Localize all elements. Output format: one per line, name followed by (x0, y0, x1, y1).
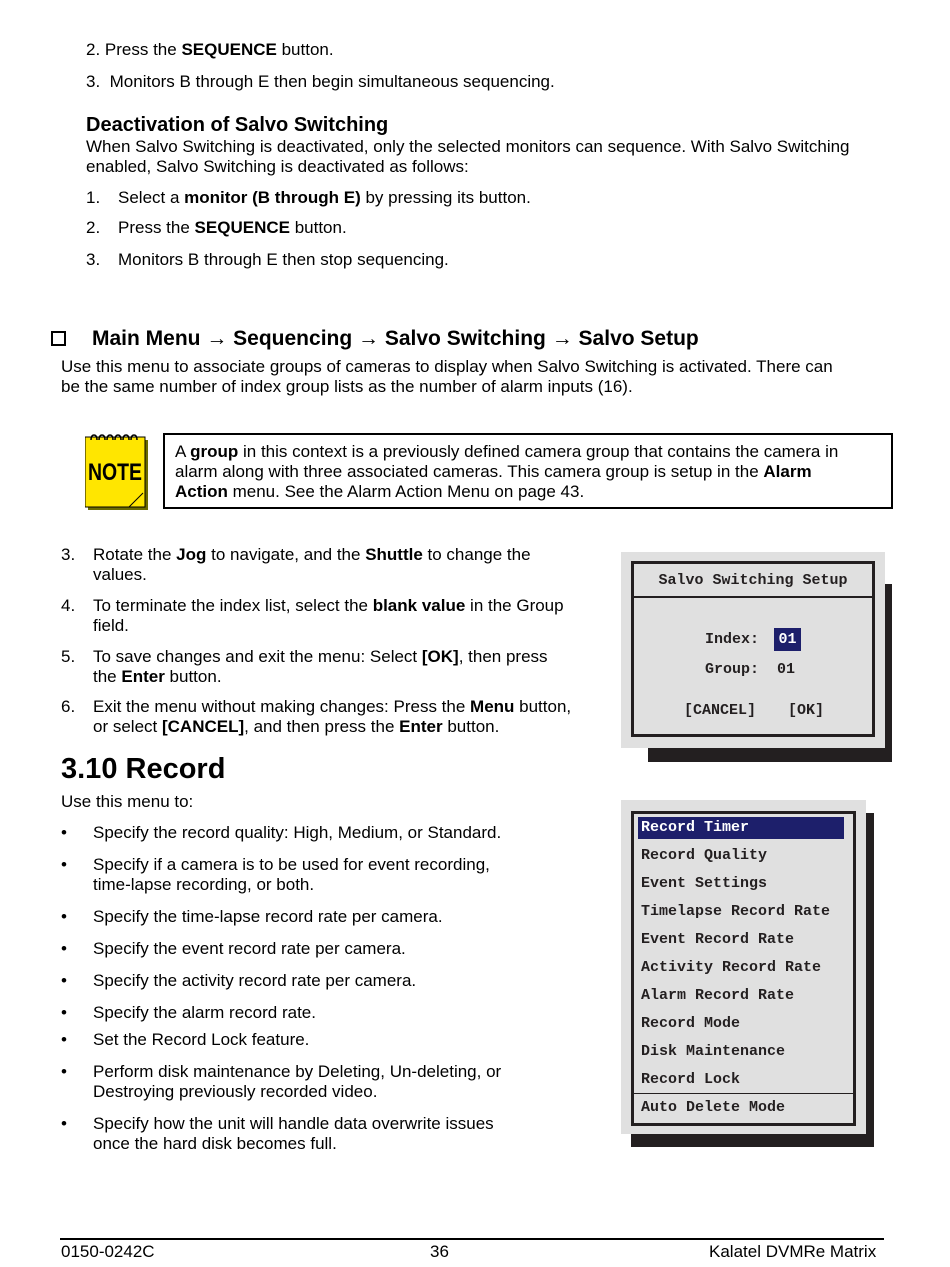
step-number: 5. (61, 647, 76, 666)
title-divider (634, 596, 872, 598)
bold-text: [OK] (421, 647, 459, 666)
index-label: Index: (705, 631, 760, 648)
text-run: values. (93, 565, 147, 584)
text-run: To save changes and exit the menu: Select (93, 647, 422, 666)
bullet-text: Destroying previously recorded video. (93, 1082, 378, 1101)
bold-text: Shuttle (365, 545, 423, 564)
menu-description: Use this menu to associate groups of cameras to display when Salvo Switching is activated. There can (61, 357, 833, 376)
step-text (93, 647, 548, 667)
svg-text:NOTE: NOTE (88, 459, 142, 486)
bullet-icon: • (61, 907, 67, 926)
text-run: field. (93, 616, 129, 635)
text-run: the (93, 667, 122, 686)
footer-product: Kalatel DVMRe Matrix (709, 1242, 877, 1261)
deactivation-heading: Deactivation of Salvo Switching (86, 114, 389, 136)
checkbox-bullet-icon (51, 331, 66, 346)
bold-text: group (190, 442, 239, 461)
deactivation-intro: enabled, Salvo Switching is deactivated as follows: (86, 157, 469, 176)
bold-text: SEQUENCE (181, 40, 277, 59)
text-run: Monitors B through E then begin simultaneous sequencing. (109, 72, 555, 91)
step-text (118, 218, 347, 238)
text-run: button, (514, 697, 572, 716)
footer-page-number: 36 (430, 1242, 449, 1261)
step-text (93, 717, 499, 737)
cancel-button[interactable]: [CANCEL] (684, 702, 757, 719)
text-run: button. (289, 218, 347, 237)
menu-item-record-quality[interactable]: Record Quality (641, 847, 768, 864)
bullet-text: Specify the alarm record rate. (93, 1003, 316, 1022)
menu-item-auto-delete-mode[interactable]: Auto Delete Mode (641, 1099, 786, 1116)
bold-text: Enter (121, 667, 165, 686)
text-run: to navigate, and the (206, 545, 366, 564)
bold-text: Enter (399, 717, 443, 736)
bold-text: SEQUENCE (194, 218, 290, 237)
bullet-icon: • (61, 1003, 67, 1022)
menu-item-disk-maintenance[interactable]: Disk Maintenance (641, 1043, 786, 1060)
menu-item-record-lock[interactable]: Record Lock (641, 1071, 741, 1088)
bullet-icon: • (61, 855, 67, 874)
step-number: 1. (86, 188, 101, 207)
menu-path-heading: Main Menu → Sequencing → Salvo Switching → Salvo Setup (92, 327, 699, 350)
step-text (93, 596, 564, 616)
text-run: A (175, 442, 191, 461)
bullet-icon: • (61, 1062, 67, 1081)
text-run: to change the (422, 545, 531, 564)
step-text (93, 565, 147, 585)
bullet-text: Specify if a camera is to be used for event recording, (93, 855, 490, 874)
menu-item-record-mode[interactable]: Record Mode (641, 1015, 741, 1032)
step-number: 3. (61, 545, 76, 564)
step-text (118, 188, 531, 208)
group-label: Group: (705, 661, 760, 678)
step-number: 2. (86, 218, 101, 237)
note-text (175, 482, 584, 502)
bold-text: monitor (B through E) (184, 188, 361, 207)
menu-item-event-record-rate[interactable]: Event Record Rate (641, 931, 795, 948)
note-icon (85, 434, 151, 512)
step-number: 4. (61, 596, 76, 615)
menu-item-activity-record-rate[interactable]: Activity Record Rate (641, 959, 822, 976)
bullet-text: Specify the activity record rate per camera. (93, 971, 417, 990)
step-text (86, 40, 334, 60)
text-run: in this context is a previously defined camera group that contains the camera in (238, 442, 839, 461)
text-run: , and then press the (244, 717, 400, 736)
step-text (118, 250, 449, 270)
menu-item-event-settings[interactable]: Event Settings (641, 875, 768, 892)
text-run: by pressing its button. (360, 188, 531, 207)
menu-item-record-timer[interactable]: Record Timer (638, 817, 844, 839)
step-text (93, 616, 129, 636)
text-run: button. (276, 40, 334, 59)
bullet-text: Specify the record quality: High, Medium, or Standard. (93, 823, 502, 842)
step-number: 3. (86, 72, 110, 91)
bullet-icon: • (61, 1114, 67, 1133)
text-run: Monitors B through E then stop sequencing. (118, 250, 449, 269)
menu-item-timelapse-record-rate[interactable]: Timelapse Record Rate (641, 903, 831, 920)
bold-text: Jog (176, 545, 207, 564)
bold-text: Alarm (763, 462, 812, 481)
text-run: Select a (118, 188, 185, 207)
record-menu-frame (631, 811, 856, 1126)
bold-text: Menu (470, 697, 515, 716)
bullet-text: once the hard disk becomes full. (93, 1134, 337, 1153)
text-run: Press the (118, 218, 195, 237)
text-run: Press the (104, 40, 182, 59)
text-run: To terminate the index list, select the (93, 596, 373, 615)
text-run: in the Group (465, 596, 564, 615)
bullet-icon: • (61, 939, 67, 958)
text-run: button. (442, 717, 500, 736)
note-text (175, 442, 838, 462)
salvo-setup-frame (631, 561, 875, 737)
text-run: Exit the menu without making changes: Press the (93, 697, 471, 716)
record-menu-screen (621, 800, 866, 1134)
bold-text: Action (175, 482, 228, 501)
text-run: or select (93, 717, 162, 736)
step-text (86, 72, 555, 92)
bullet-text: Set the Record Lock feature. (93, 1030, 310, 1049)
bullet-text: Specify the time-lapse record rate per camera. (93, 907, 443, 926)
menu-description: be the same number of index group lists as the number of alarm inputs (16). (61, 377, 633, 396)
section-heading: 3.10 Record (61, 753, 226, 785)
text-run: Rotate the (93, 545, 177, 564)
bold-text: [CANCEL] (161, 717, 245, 736)
bullet-icon: • (61, 971, 67, 990)
section-intro: Use this menu to: (61, 792, 194, 811)
bullet-text: Perform disk maintenance by Deleting, Un-deleting, or (93, 1062, 502, 1081)
text-run: button. (164, 667, 222, 686)
step-number: 6. (61, 697, 76, 716)
salvo-setup-screen (621, 552, 885, 748)
index-value-field[interactable]: 01 (774, 628, 801, 651)
bullet-icon: • (61, 1030, 67, 1049)
step-number: 2. (86, 40, 105, 59)
footer-rule (60, 1238, 884, 1240)
bullet-icon: • (61, 823, 67, 842)
text-run: alarm along with three associated cameras. This camera group is setup in the (175, 462, 764, 481)
step-number: 3. (86, 250, 101, 269)
group-value-field[interactable]: 01 (777, 661, 796, 678)
bullet-text: time-lapse recording, or both. (93, 875, 315, 894)
footer-doc-number: 0150-0242C (61, 1242, 155, 1261)
step-text (93, 545, 531, 565)
note-box (163, 433, 893, 509)
ok-button[interactable]: [OK] (788, 702, 825, 719)
bold-text: blank value (372, 596, 466, 615)
deactivation-intro: When Salvo Switching is deactivated, only the selected monitors can sequence. With Salvo Switching (86, 137, 850, 156)
text-run: menu. See the Alarm Action Menu on page 43. (227, 482, 585, 501)
note-text (175, 462, 812, 482)
screen-title: Salvo Switching Setup (658, 572, 848, 589)
menu-item-alarm-record-rate[interactable]: Alarm Record Rate (641, 987, 795, 1004)
bullet-text: Specify how the unit will handle data overwrite issues (93, 1114, 494, 1133)
menu-divider (634, 1093, 853, 1094)
bullet-text: Specify the event record rate per camera. (93, 939, 406, 958)
text-run: , then press (458, 647, 548, 666)
step-text (93, 697, 571, 717)
step-text (93, 667, 222, 687)
